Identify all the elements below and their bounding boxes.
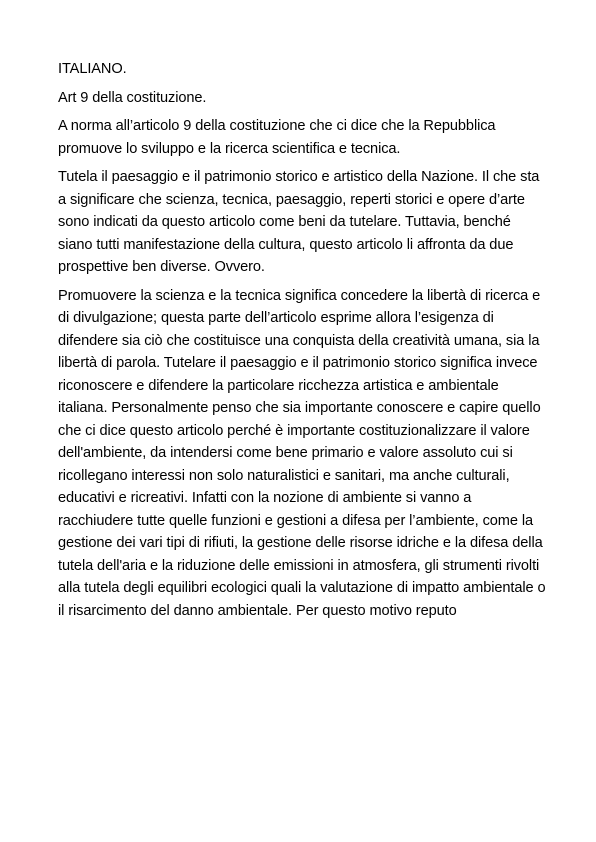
document-heading: ITALIANO.	[58, 61, 127, 77]
document-body	[58, 58, 546, 628]
paragraph-3: Promuovere la scienza e la tecnica significa concedere la libertà di ricerca e di divulgazione; questa parte dell’articolo esprime allora l’esigenza di difendere sia ciò che costituisce una conquista della creatività umana, sia la libertà di parola. Tutelare il paesaggio e il patrimonio storico significa invece riconoscere e difendere la particolare ricchezza artistica e ambientale italiana. Personalmente penso che sia importante conoscere e capire quello che ci dice questo articolo perché è importante costituzionalizzare il valore dell'ambiente, da intendersi come bene primario e valore assoluto cui si ricollegano interessi non solo naturalistici e sanitari, ma anche culturali, educativi e ricreativi. Infatti con la nozione di ambiente si vanno a racchiudere tutte quelle funzioni e gestioni a difesa per l’ambiente, come la gestione dei vari tipi di rifiuti, la gestione delle risorse idriche e la difesa della tutela dell'aria e la riduzione delle emissioni in atmosfera, gli strumenti rivolti alla tutela degli equilibri ecologici quali la valutazione di impatto ambientale o il risarcimento del danno ambientale. Per questo motivo reputo	[58, 287, 546, 619]
paragraph-2: Tutela il paesaggio e il patrimonio storico e artistico della Nazione. Il che sta a significare che scienza, tecnica, paesaggio, reperti storici e opere d’arte sono indicati da questo articolo come beni da tutelare. Tuttavia, benché siano tutti manifestazione della cultura, questo articolo li affronta da due prospettive ben diverse. Ovvero.	[58, 169, 540, 275]
document-subheading: Art 9 della costituzione.	[58, 89, 207, 106]
paragraph-1: A norma all’articolo 9 della costituzione che ci dice che la Repubblica promuove lo sviluppo e la ricerca scientifica e tecnica.	[58, 118, 496, 157]
